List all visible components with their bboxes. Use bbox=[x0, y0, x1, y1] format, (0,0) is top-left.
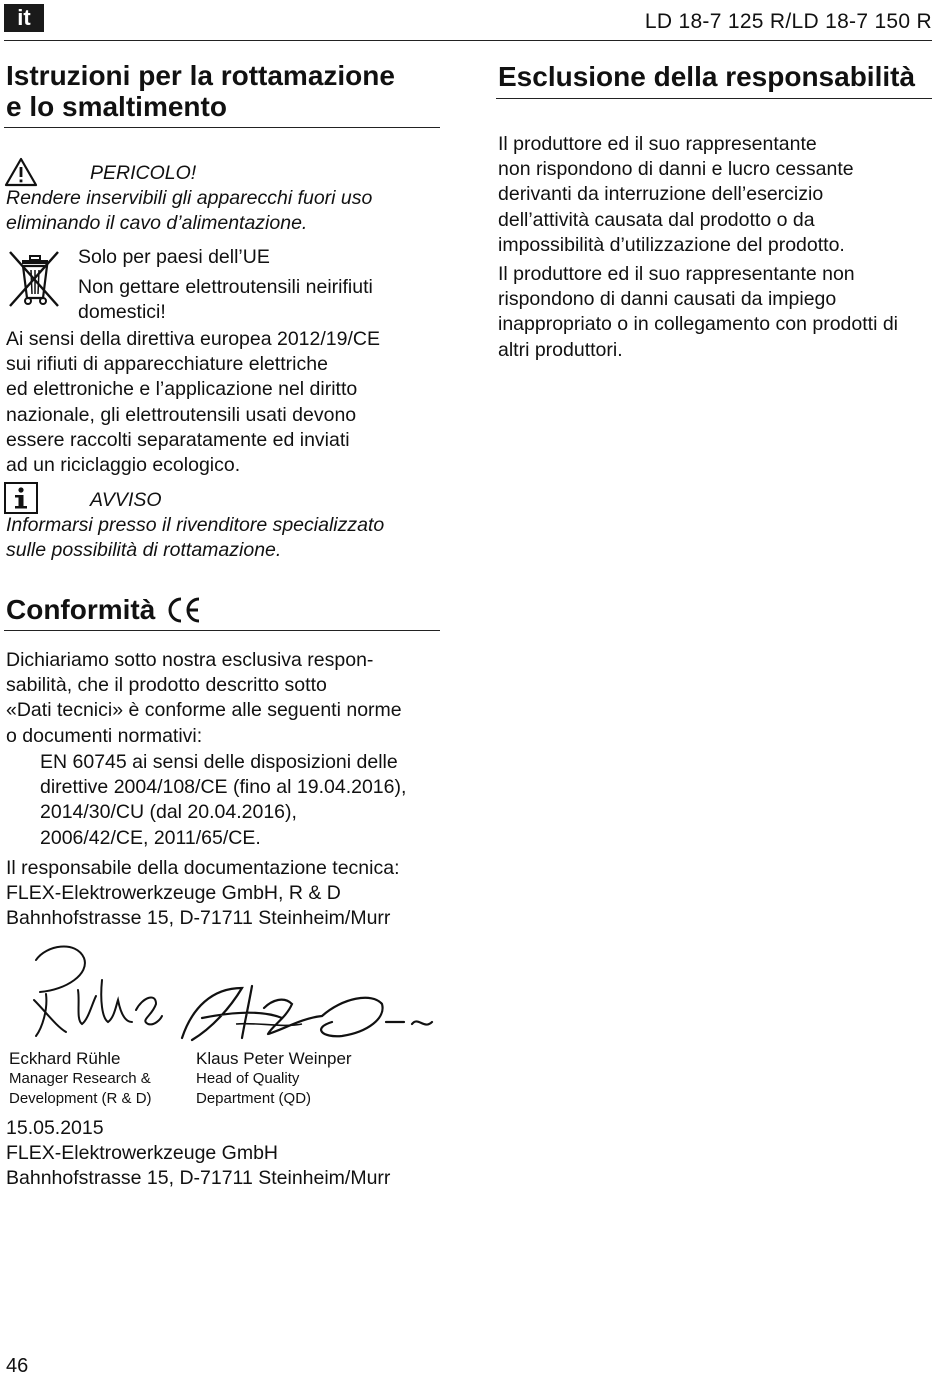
conformity-intro bbox=[6, 648, 440, 749]
directive-line: ed elettroniche e l’applicazione nel diritto bbox=[6, 378, 358, 401]
danger-line: eliminando il cavo d’alimentazione. bbox=[6, 212, 308, 235]
disposal-section bbox=[6, 60, 440, 122]
liability-line: impossibilità d’utilizzazione del prodotto. bbox=[498, 233, 845, 256]
weee-bin-icon bbox=[6, 248, 62, 315]
signature-ruehle bbox=[6, 940, 166, 1045]
liability-paragraph-2 bbox=[498, 262, 938, 363]
disposal-title bbox=[6, 60, 440, 122]
danger-label: PERICOLO! bbox=[90, 162, 197, 184]
ce-mark-icon bbox=[165, 596, 203, 624]
signer-role: Manager Research & bbox=[9, 1070, 151, 1087]
danger-line: Rendere inservibili gli apparecchi fuori uso bbox=[6, 187, 373, 209]
liability-line: rispondono di danni causati da impiego bbox=[498, 288, 837, 311]
directive-line: Ai sensi della direttiva europea 2012/19/CE bbox=[6, 328, 380, 350]
liability-line: dell’attività causata dal prodotto o da bbox=[498, 208, 815, 231]
norm-line: EN 60745 ai sensi delle disposizioni delle bbox=[40, 751, 398, 773]
conformity-line: Dichiariamo sotto nostra esclusiva respon- bbox=[6, 649, 374, 671]
liability-line: altri produttori. bbox=[498, 338, 623, 361]
conformity-line: «Dati tecnici» è conforme alle seguenti norme bbox=[6, 699, 402, 722]
conformity-line: o documenti normativi: bbox=[6, 724, 203, 747]
signature-weinper bbox=[172, 978, 440, 1053]
norm-line: 2014/30/CU (dal 20.04.2016), bbox=[40, 801, 297, 824]
norm-line: direttive 2004/108/CE (fino al 19.04.2016), bbox=[40, 776, 407, 799]
disposal-title-line: Istruzioni per la rottamazione bbox=[6, 60, 395, 91]
directive-line: ad un riciclaggio ecologico. bbox=[6, 454, 241, 477]
notice-line: sulle possibilità di rottamazione. bbox=[6, 539, 282, 562]
eu-text bbox=[78, 245, 440, 326]
eu-line: Non gettare elettroutensili neirifiuti bbox=[78, 276, 373, 299]
notice-label: AVVISO bbox=[90, 489, 162, 511]
signer-1 bbox=[9, 1048, 189, 1109]
directive-line: nazionale, gli elettroutensili usati devono bbox=[6, 403, 357, 426]
liability-title-rule bbox=[496, 98, 932, 99]
conformity-title: Conformità bbox=[6, 594, 156, 625]
notice-text bbox=[6, 513, 440, 563]
directive-line: sui rifiuti di apparecchiature elettriche bbox=[6, 353, 328, 376]
directive-paragraph bbox=[6, 327, 440, 478]
conformity-footer bbox=[6, 1116, 446, 1192]
footer-date: 15.05.2015 bbox=[6, 1117, 104, 1139]
signer-role: Head of Quality bbox=[196, 1070, 300, 1087]
language-tag: it bbox=[4, 4, 44, 32]
page-number: 46 bbox=[6, 1355, 29, 1377]
header-divider bbox=[4, 40, 932, 41]
signer-role: Development (R & D) bbox=[9, 1090, 152, 1107]
technical-responsible bbox=[6, 856, 446, 932]
disposal-title-line: e lo smaltimento bbox=[6, 91, 227, 122]
responsible-line: FLEX-Elektrowerkzeuge GmbH, R & D bbox=[6, 882, 341, 905]
responsible-line: Bahnhofstrasse 15, D-71711 Steinheim/Murr bbox=[6, 907, 391, 930]
eu-line: Solo per paesi dell’UE bbox=[78, 246, 270, 268]
signer-role: Department (QD) bbox=[196, 1090, 312, 1107]
norms-list bbox=[40, 750, 440, 851]
liability-line: Il produttore ed il suo rappresentante non bbox=[498, 263, 855, 285]
conformity-heading bbox=[6, 594, 203, 625]
conformity-line: sabilità, che il prodotto descritto sotto bbox=[6, 674, 327, 697]
directive-line: essere raccolti separatamente ed inviati bbox=[6, 428, 350, 451]
signer-name: Eckhard Rühle bbox=[9, 1049, 121, 1068]
responsible-line: Il responsabile della documentazione tecnica: bbox=[6, 857, 400, 879]
liability-line: Il produttore ed il suo rappresentante bbox=[498, 133, 817, 155]
liability-line: non rispondono di danni e lucro cessante bbox=[498, 158, 854, 181]
liability-title: Esclusione della responsabilità bbox=[498, 61, 916, 92]
footer-address: Bahnhofstrasse 15, D-71711 Steinheim/Murr bbox=[6, 1167, 391, 1190]
eu-line: domestici! bbox=[78, 301, 166, 324]
disposal-title-rule bbox=[4, 127, 440, 128]
conformity-title-rule bbox=[4, 630, 440, 631]
model-number: LD 18-7 125 R/LD 18-7 150 R bbox=[644, 10, 932, 33]
norm-line: 2006/42/CE, 2011/65/CE. bbox=[40, 826, 261, 849]
liability-paragraph-1 bbox=[498, 132, 938, 258]
danger-text bbox=[6, 186, 440, 236]
footer-company: FLEX-Elektrowerkzeuge GmbH bbox=[6, 1142, 279, 1165]
notice-line: Informarsi presso il rivenditore specializzato bbox=[6, 514, 385, 536]
liability-line: inappropriato o in collegamento con prodotti di bbox=[498, 313, 899, 336]
signer-name: Klaus Peter Weinper bbox=[196, 1049, 352, 1068]
signer-2 bbox=[196, 1048, 416, 1109]
liability-line: derivanti da interruzione dell’esercizio bbox=[498, 183, 824, 206]
